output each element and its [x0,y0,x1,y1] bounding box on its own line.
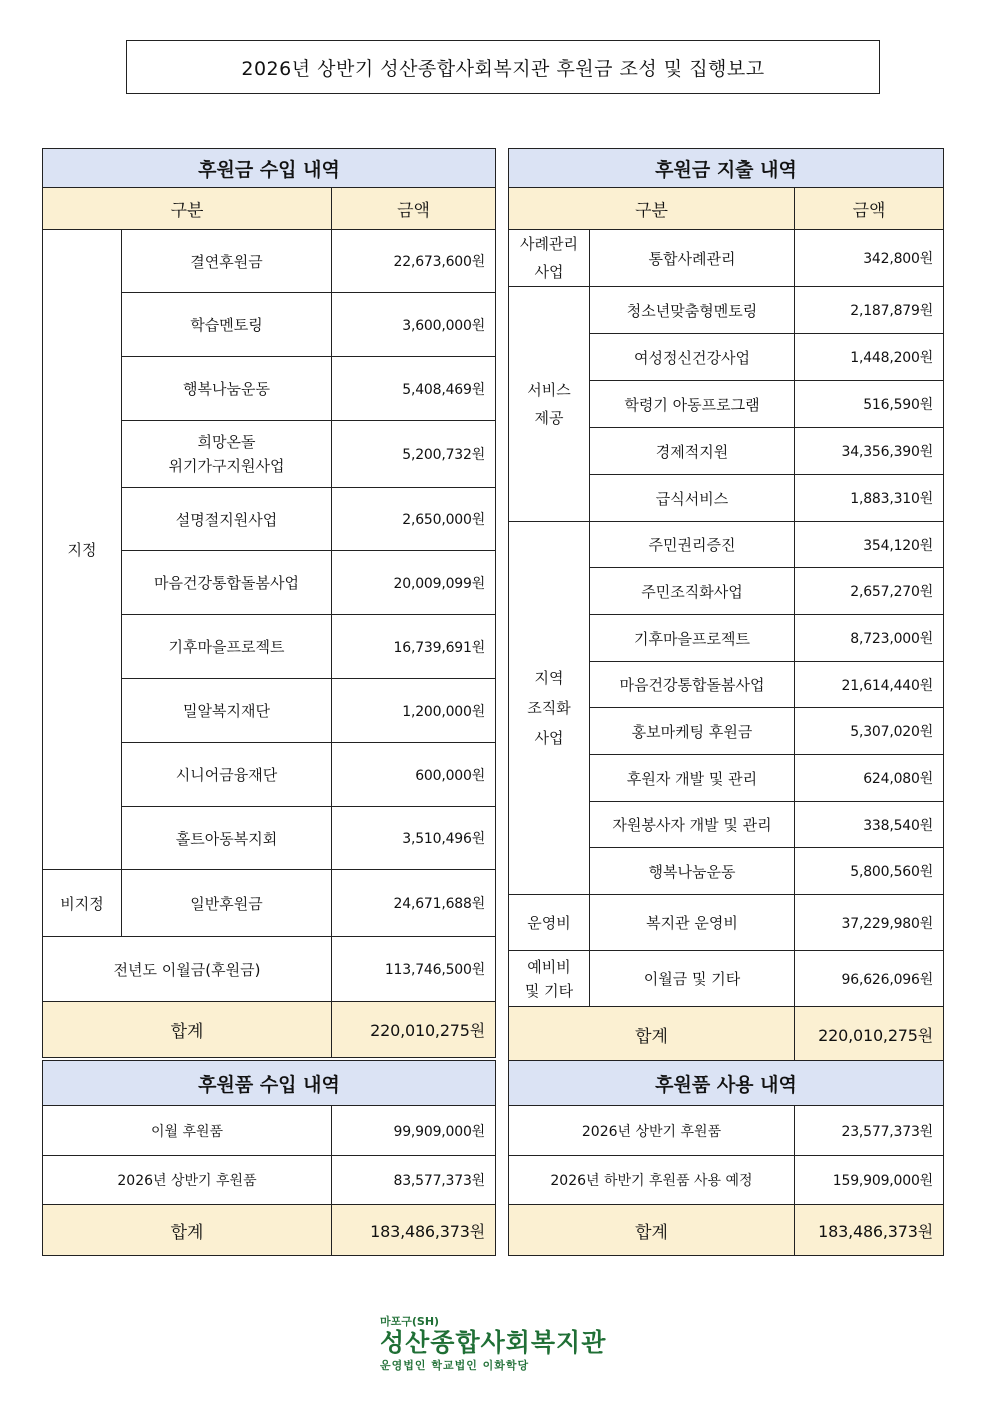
income-item-amount: 22,673,600원 [332,230,496,293]
logo-operator: 운영법인 학교법인 이화학당 [380,1359,530,1372]
income-total-amount: 220,010,275원 [332,1002,496,1058]
nondesignated-label: 비지정 [43,870,122,937]
income-item-name: 일반후원금 [122,870,332,937]
income-item-amount: 1,200,000원 [332,679,496,743]
goods-use-section-title: 후원품 사용 내역 [509,1061,944,1106]
income-item-amount: 5,408,469원 [332,357,496,421]
service-label: 서비스 제공 [509,287,590,522]
income-item-name: 학습멘토링 [122,293,332,357]
expense-item-name: 행복나눔운동 [590,848,795,895]
report-title: 2026년 상반기 성산종합사회복지관 후원금 조성 및 집행보고 [126,40,880,94]
expense-item-amount: 1,883,310원 [795,475,944,522]
expense-item-amount: 34,356,390원 [795,428,944,475]
expense-item-amount: 2,187,879원 [795,287,944,334]
community-label: 지역 조직화 사업 [509,522,590,895]
expense-item-name: 급식서비스 [590,475,795,522]
income-item-name: 시니어금융재단 [122,743,332,807]
goods-use-item-name: 2026년 상반기 후원품 [509,1106,795,1156]
income-item-amount: 3,600,000원 [332,293,496,357]
expense-item-amount: 624,080원 [795,755,944,802]
expense-col-amount: 금액 [795,188,944,230]
goods-income-item-name: 이월 후원품 [43,1106,332,1156]
expense-item-amount: 21,614,440원 [795,662,944,708]
designated-label: 지정 [43,230,122,870]
expense-item-name: 이월금 및 기타 [590,951,795,1007]
expense-item-amount: 8,723,000원 [795,615,944,662]
expense-item-name: 기후마을프로젝트 [590,615,795,662]
income-item-amount: 16,739,691원 [332,615,496,679]
expense-item-amount: 354,120원 [795,522,944,568]
goods-income-total-label: 합계 [43,1205,332,1256]
income-item-name: 행복나눔운동 [122,357,332,421]
welfare-center-logo [380,1313,640,1373]
case-mgmt-label: 사례관리 사업 [509,230,590,287]
expense-item-name: 마음건강통합돌봄사업 [590,662,795,708]
logo-name: 성산종합사회복지관 [380,1328,607,1357]
carryover-amount: 113,746,500원 [332,937,496,1002]
income-item-name: 홀트아동복지회 [122,807,332,870]
goods-use-total-label: 합계 [509,1205,795,1256]
goods-income-table [42,1060,496,1256]
income-item-amount: 20,009,099원 [332,551,496,615]
income-item-name: 결연후원금 [122,230,332,293]
expense-total-label: 합계 [509,1007,795,1063]
income-col-amount: 금액 [332,188,496,230]
expense-item-name: 통합사례관리 [590,230,795,287]
goods-income-item-amount: 83,577,373원 [332,1156,496,1205]
goods-income-section-title: 후원품 수입 내역 [43,1061,496,1106]
goods-use-item-amount: 23,577,373원 [795,1106,944,1156]
goods-income-item-name: 2026년 상반기 후원품 [43,1156,332,1205]
expense-total-amount: 220,010,275원 [795,1007,944,1063]
goods-use-item-amount: 159,909,000원 [795,1156,944,1205]
expense-item-name: 학령기 아동프로그램 [590,381,795,428]
income-item-name: 희망온돌 위기가구지원사업 [122,421,332,488]
goods-use-total-amount: 183,486,373원 [795,1205,944,1256]
carryover-label: 전년도 이월금(후원금) [43,937,332,1002]
income-item-amount: 600,000원 [332,743,496,807]
income-item-name: 기후마을프로젝트 [122,615,332,679]
expense-section-title: 후원금 지출 내역 [509,149,944,188]
expense-item-name: 후원자 개발 및 관리 [590,755,795,802]
expense-item-name: 자원봉사자 개발 및 관리 [590,802,795,848]
expense-item-amount: 338,540원 [795,802,944,848]
expense-item-name: 경제적지원 [590,428,795,475]
expense-item-amount: 96,626,096원 [795,951,944,1007]
expense-item-amount: 342,800원 [795,230,944,287]
goods-income-item-amount: 99,909,000원 [332,1106,496,1156]
reserve-label: 예비비 및 기타 [509,951,590,1007]
operation-label: 운영비 [509,895,590,951]
income-table [42,148,496,1058]
income-col-category: 구분 [43,188,332,230]
expense-item-amount: 37,229,980원 [795,895,944,951]
income-item-name: 설명절지원사업 [122,488,332,551]
expense-item-amount: 516,590원 [795,381,944,428]
income-item-amount: 2,650,000원 [332,488,496,551]
income-item-amount: 24,671,688원 [332,870,496,937]
income-item-amount: 3,510,496원 [332,807,496,870]
expense-item-name: 복지관 운영비 [590,895,795,951]
income-item-name: 밀알복지재단 [122,679,332,743]
goods-use-item-name: 2026년 하반기 후원품 사용 예정 [509,1156,795,1205]
expense-item-name: 청소년맞춤형멘토링 [590,287,795,334]
expense-item-name: 주민조직화사업 [590,568,795,615]
logo-district: 마포구(SH) [380,1315,440,1328]
expense-item-name: 홍보마케팅 후원금 [590,708,795,755]
expense-item-amount: 2,657,270원 [795,568,944,615]
income-item-name: 마음건강통합돌봄사업 [122,551,332,615]
expense-item-amount: 5,800,560원 [795,848,944,895]
expense-col-category: 구분 [509,188,795,230]
income-total-label: 합계 [43,1002,332,1058]
income-item-amount: 5,200,732원 [332,421,496,488]
expense-item-amount: 1,448,200원 [795,334,944,381]
income-section-title: 후원금 수입 내역 [43,149,496,188]
goods-income-total-amount: 183,486,373원 [332,1205,496,1256]
expense-item-name: 여성정신건강사업 [590,334,795,381]
goods-use-table [508,1060,944,1256]
expense-item-amount: 5,307,020원 [795,708,944,755]
expense-item-name: 주민권리증진 [590,522,795,568]
expense-table [508,148,944,1063]
